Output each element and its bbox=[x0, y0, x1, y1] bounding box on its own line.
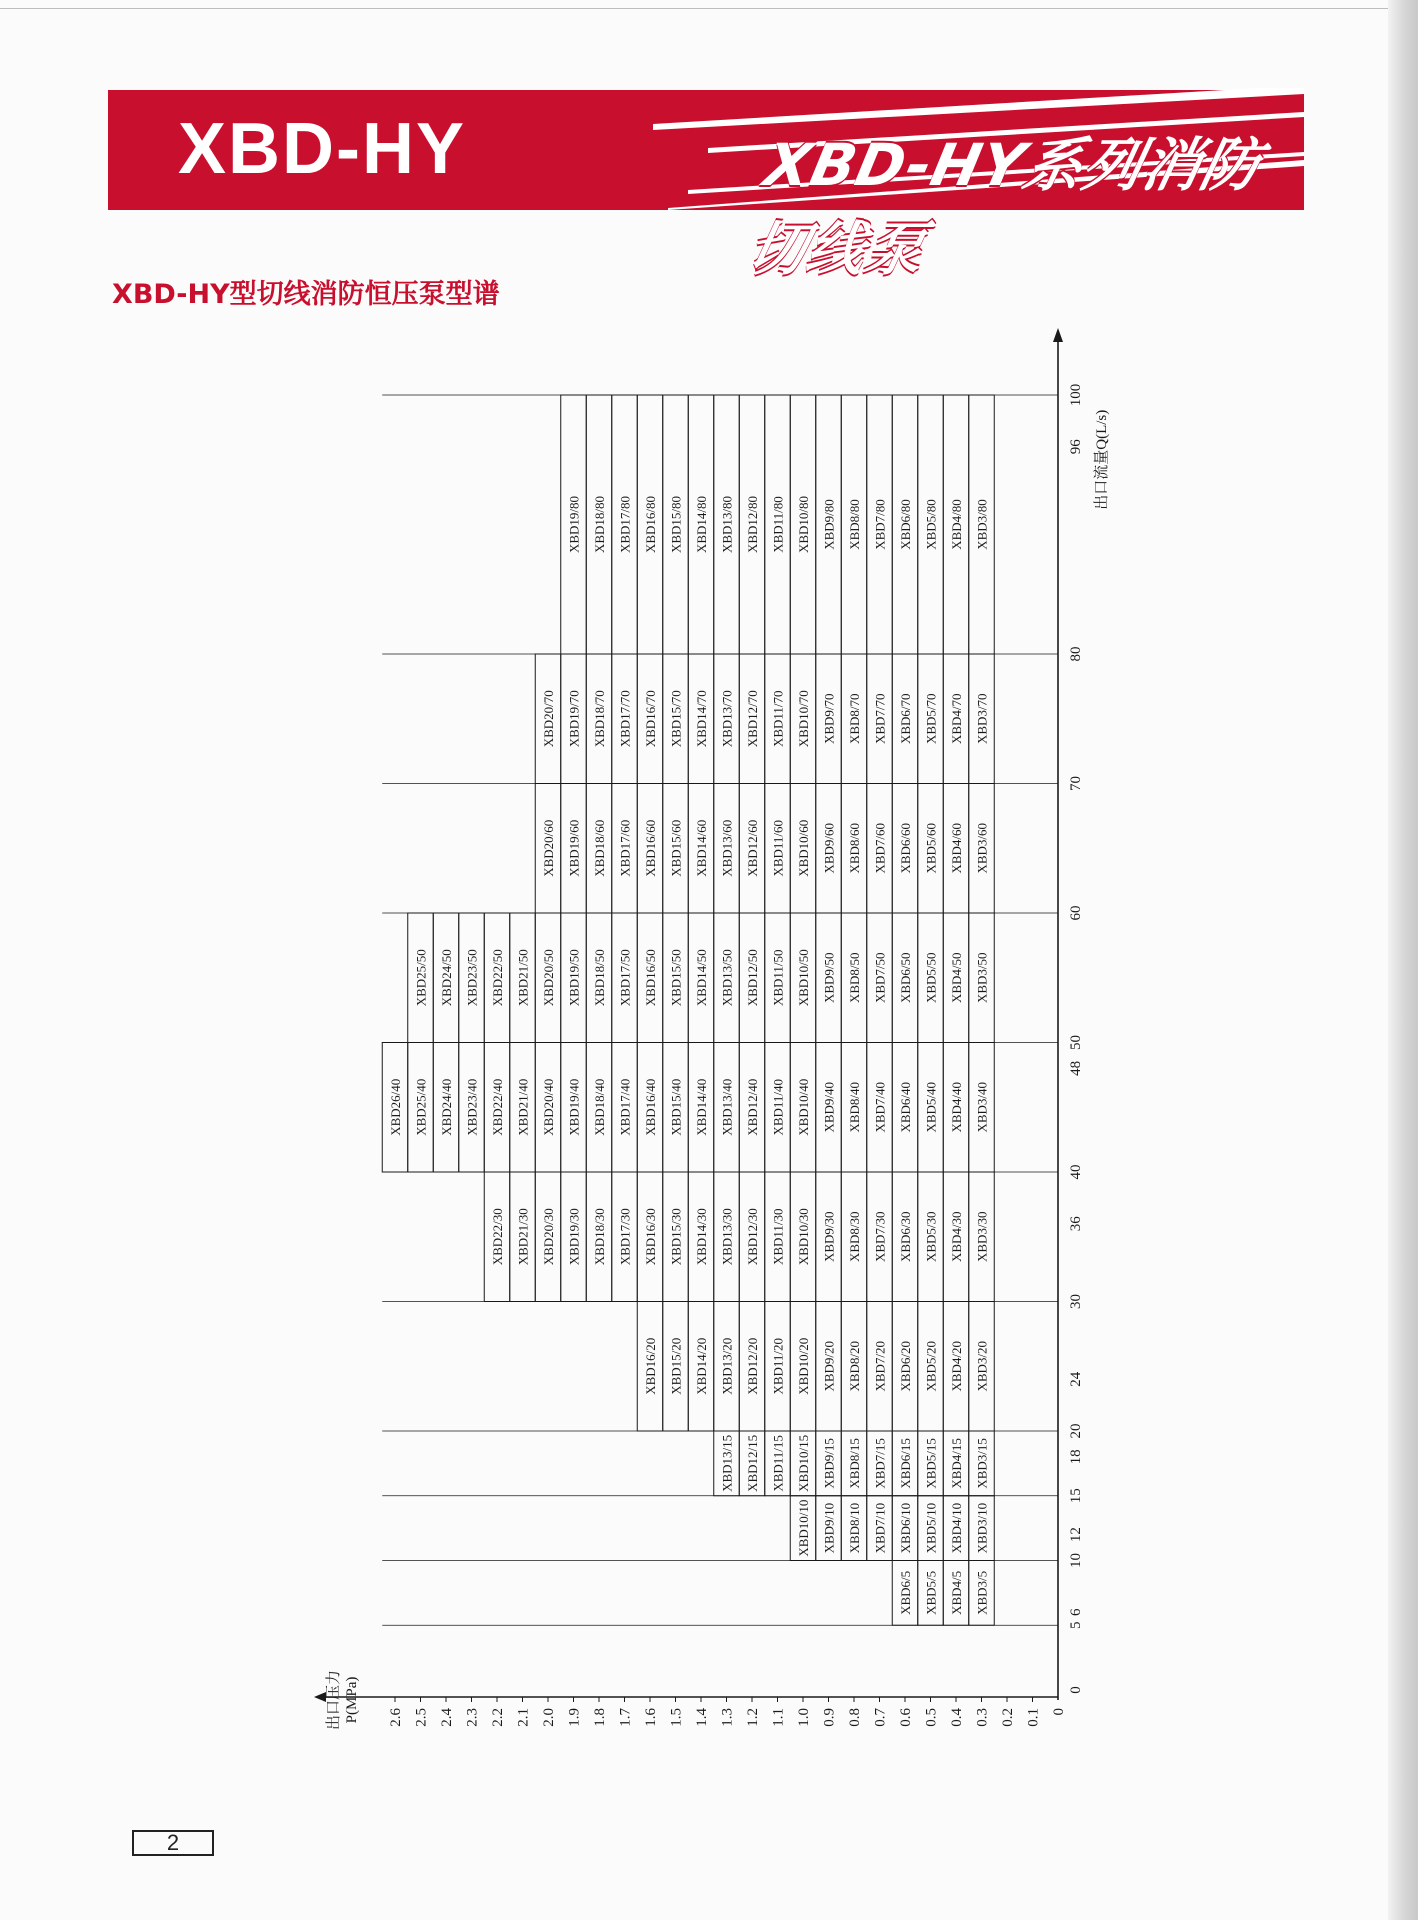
model-label: XBD20/30 bbox=[541, 1208, 556, 1266]
model-label: XBD20/40 bbox=[541, 1078, 556, 1136]
model-label: XBD13/80 bbox=[719, 495, 735, 554]
model-label: XBD8/80 bbox=[847, 499, 862, 550]
model-label: XBD12/80 bbox=[745, 495, 760, 554]
x-tick-label: 48 bbox=[1068, 1060, 1084, 1076]
x-tick-label: 80 bbox=[1068, 646, 1084, 662]
y-tick-label: 1.6 bbox=[643, 1708, 659, 1727]
model-label: XBD13/20 bbox=[719, 1337, 735, 1395]
model-label: XBD6/5 bbox=[898, 1570, 913, 1615]
model-label: XBD6/10 bbox=[898, 1502, 913, 1554]
section-title: XBD-HY型切线消防恒压泵型谱 bbox=[112, 279, 500, 310]
model-label: XBD6/20 bbox=[898, 1340, 913, 1392]
model-label: XBD14/80 bbox=[694, 495, 709, 554]
model-label: XBD7/40 bbox=[872, 1081, 888, 1133]
model-label: XBD7/70 bbox=[872, 693, 888, 745]
model-label: XBD11/40 bbox=[770, 1078, 786, 1136]
y-tick-label: 1.8 bbox=[592, 1708, 608, 1727]
model-label: XBD16/60 bbox=[643, 819, 658, 877]
model-label: XBD5/20 bbox=[923, 1340, 939, 1392]
model-label: XBD19/50 bbox=[566, 949, 582, 1007]
model-label: XBD10/40 bbox=[796, 1078, 811, 1136]
model-label: XBD10/80 bbox=[796, 495, 811, 554]
model-label: XBD4/70 bbox=[949, 693, 964, 745]
x-tick-label: 15 bbox=[1068, 1488, 1084, 1504]
model-label: XBD13/30 bbox=[719, 1208, 735, 1266]
model-label: XBD12/70 bbox=[745, 690, 760, 748]
model-label: XBD9/20 bbox=[821, 1340, 837, 1392]
model-label: XBD15/70 bbox=[668, 690, 684, 748]
y-tick-label: 1.3 bbox=[719, 1708, 736, 1727]
model-label: XBD5/30 bbox=[923, 1211, 939, 1263]
model-label: XBD5/60 bbox=[923, 822, 939, 874]
model-label: XBD6/30 bbox=[898, 1211, 913, 1263]
model-label: XBD5/70 bbox=[923, 693, 939, 745]
y-tick-label: 0.5 bbox=[923, 1708, 940, 1727]
model-label: XBD5/15 bbox=[923, 1438, 939, 1489]
y-tick-label: 2.3 bbox=[464, 1708, 481, 1727]
model-label: XBD11/80 bbox=[770, 496, 786, 553]
model-label: XBD16/50 bbox=[643, 949, 658, 1007]
model-label: XBD15/30 bbox=[668, 1208, 684, 1266]
model-label: XBD18/60 bbox=[592, 819, 607, 877]
model-label: XBD11/50 bbox=[770, 949, 786, 1007]
model-label: XBD11/70 bbox=[770, 690, 786, 748]
y-tick-label: 1.0 bbox=[796, 1708, 812, 1727]
model-label: XBD12/20 bbox=[745, 1337, 760, 1395]
model-label: XBD19/80 bbox=[566, 495, 582, 554]
y-tick-label: 1.2 bbox=[745, 1708, 761, 1727]
model-label: XBD10/70 bbox=[796, 690, 811, 748]
model-label: XBD8/20 bbox=[847, 1340, 862, 1392]
model-label: XBD18/50 bbox=[592, 949, 607, 1007]
model-label: XBD4/10 bbox=[949, 1502, 964, 1554]
y-tick-label: 0.9 bbox=[821, 1708, 838, 1727]
model-label: XBD14/40 bbox=[694, 1078, 709, 1136]
model-label: XBD15/80 bbox=[668, 495, 684, 554]
x-tick-label: 18 bbox=[1068, 1449, 1084, 1465]
model-label: XBD7/60 bbox=[872, 822, 888, 874]
model-label: XBD21/40 bbox=[515, 1078, 531, 1136]
model-label: XBD3/80 bbox=[974, 499, 990, 550]
x-tick-label: 40 bbox=[1068, 1164, 1084, 1180]
y-tick-label: 0.4 bbox=[949, 1708, 965, 1727]
x-tick-label: 12 bbox=[1068, 1527, 1084, 1543]
banner-subtitle: XBD-HY系列消防切线泵 bbox=[740, 131, 1268, 283]
model-label: XBD24/50 bbox=[439, 949, 454, 1007]
y-axis-title-line1: 出口压力 bbox=[326, 1669, 342, 1731]
x-tick-label: 0 bbox=[1068, 1686, 1084, 1694]
x-tick-label: 96 bbox=[1068, 439, 1084, 455]
model-label: XBD25/50 bbox=[413, 949, 429, 1007]
model-label: XBD11/30 bbox=[770, 1208, 786, 1266]
model-label: XBD19/70 bbox=[566, 690, 582, 748]
model-label: XBD14/30 bbox=[694, 1208, 709, 1266]
model-label: XBD3/20 bbox=[974, 1340, 990, 1392]
y-tick-label: 1.9 bbox=[566, 1708, 583, 1727]
y-tick-label: 1.4 bbox=[694, 1708, 710, 1727]
model-label: XBD12/15 bbox=[745, 1434, 760, 1492]
y-tick-label: 2.5 bbox=[413, 1708, 430, 1727]
model-label: XBD13/60 bbox=[719, 819, 735, 877]
model-label: XBD4/30 bbox=[949, 1211, 964, 1263]
model-label: XBD8/10 bbox=[847, 1502, 862, 1554]
model-label: XBD18/70 bbox=[592, 690, 607, 748]
model-label: XBD26/40 bbox=[388, 1078, 403, 1136]
model-label: XBD9/80 bbox=[821, 499, 837, 550]
model-label: XBD24/40 bbox=[439, 1078, 454, 1136]
x-tick-label: 6 bbox=[1068, 1608, 1084, 1617]
model-label: XBD7/80 bbox=[872, 499, 888, 550]
model-label: XBD13/70 bbox=[719, 690, 735, 748]
x-tick-label: 70 bbox=[1068, 776, 1084, 791]
model-label: XBD12/30 bbox=[745, 1208, 760, 1266]
model-label: XBD6/70 bbox=[898, 693, 913, 745]
y-tick-label: 0.8 bbox=[847, 1708, 863, 1727]
model-label: XBD13/50 bbox=[719, 949, 735, 1007]
model-label: XBD14/70 bbox=[694, 690, 709, 748]
x-tick-label: 20 bbox=[1068, 1423, 1084, 1439]
model-label: XBD3/30 bbox=[974, 1211, 990, 1263]
model-label: XBD14/20 bbox=[694, 1337, 709, 1395]
model-label: XBD16/30 bbox=[643, 1208, 658, 1266]
model-label: XBD20/50 bbox=[541, 949, 556, 1007]
model-label: XBD17/30 bbox=[617, 1208, 633, 1266]
model-label: XBD7/15 bbox=[872, 1438, 888, 1489]
model-label: XBD6/40 bbox=[898, 1081, 913, 1133]
x-tick-label: 24 bbox=[1068, 1371, 1084, 1387]
model-label: XBD16/20 bbox=[643, 1337, 658, 1395]
model-label: XBD3/70 bbox=[974, 693, 990, 745]
model-label: XBD11/20 bbox=[770, 1337, 786, 1395]
model-label: XBD14/50 bbox=[694, 949, 709, 1007]
y-tick-label: 0.3 bbox=[974, 1708, 991, 1727]
model-label: XBD5/50 bbox=[923, 952, 939, 1004]
y-tick-label: 0.1 bbox=[1025, 1708, 1042, 1727]
model-label: XBD12/60 bbox=[745, 819, 760, 877]
model-label: XBD17/80 bbox=[617, 495, 633, 554]
model-label: XBD8/15 bbox=[847, 1438, 862, 1489]
model-label: XBD3/15 bbox=[974, 1438, 990, 1489]
y-tick-label: 2.4 bbox=[439, 1708, 455, 1727]
model-label: XBD22/30 bbox=[490, 1208, 505, 1266]
model-label: XBD21/30 bbox=[515, 1208, 531, 1266]
model-label: XBD19/40 bbox=[566, 1078, 582, 1136]
model-label: XBD16/40 bbox=[643, 1078, 658, 1136]
x-tick-label: 60 bbox=[1068, 905, 1084, 921]
model-label: XBD8/50 bbox=[847, 952, 862, 1004]
model-label: XBD10/30 bbox=[796, 1208, 811, 1266]
model-label: XBD17/50 bbox=[617, 949, 633, 1007]
model-label: XBD15/50 bbox=[668, 949, 684, 1007]
model-label: XBD9/50 bbox=[821, 952, 837, 1004]
y-tick-label: 0.7 bbox=[872, 1708, 889, 1727]
y-tick-label: 0.6 bbox=[898, 1708, 914, 1727]
y-tick-label: 1.5 bbox=[668, 1708, 685, 1727]
model-label: XBD25/40 bbox=[413, 1078, 429, 1136]
model-label: XBD8/30 bbox=[847, 1211, 862, 1263]
model-label: XBD19/30 bbox=[566, 1208, 582, 1266]
model-label: XBD16/80 bbox=[643, 495, 658, 554]
model-label: XBD17/70 bbox=[617, 690, 633, 748]
model-label: XBD7/10 bbox=[872, 1502, 888, 1554]
model-label: XBD4/40 bbox=[949, 1081, 964, 1133]
x-axis-title: 出口流量Q(L/s) bbox=[1094, 409, 1110, 510]
y-tick-label: 1.7 bbox=[617, 1708, 634, 1727]
model-label: XBD19/60 bbox=[566, 819, 582, 877]
origin-label: 0 bbox=[1051, 1708, 1067, 1716]
pressure-axis-arrow bbox=[314, 1692, 326, 1702]
model-label: XBD8/40 bbox=[847, 1081, 862, 1133]
y-tick-label: 2.6 bbox=[388, 1708, 404, 1727]
x-tick-label: 30 bbox=[1068, 1294, 1084, 1309]
model-label: XBD4/20 bbox=[949, 1340, 964, 1392]
model-label: XBD3/5 bbox=[974, 1570, 990, 1615]
model-label: XBD7/20 bbox=[872, 1340, 888, 1392]
model-label: XBD5/10 bbox=[923, 1502, 939, 1554]
model-label: XBD4/80 bbox=[949, 499, 964, 550]
model-label: XBD11/60 bbox=[770, 819, 786, 877]
page-number: 2 bbox=[132, 1830, 214, 1856]
model-label: XBD10/60 bbox=[796, 819, 811, 877]
model-label: XBD3/60 bbox=[974, 822, 990, 874]
model-label: XBD5/5 bbox=[923, 1570, 939, 1615]
model-label: XBD23/40 bbox=[464, 1078, 480, 1136]
model-label: XBD12/40 bbox=[745, 1078, 760, 1136]
model-label: XBD4/15 bbox=[949, 1438, 964, 1489]
model-label: XBD16/70 bbox=[643, 690, 658, 748]
model-label: XBD23/50 bbox=[464, 949, 480, 1007]
model-label: XBD15/40 bbox=[668, 1078, 684, 1136]
model-label: XBD9/70 bbox=[821, 693, 837, 745]
model-label: XBD3/50 bbox=[974, 952, 990, 1004]
y-axis-title-line2: P(MPa) bbox=[344, 1676, 360, 1724]
model-label: XBD4/60 bbox=[949, 822, 964, 874]
model-label: XBD10/20 bbox=[796, 1337, 811, 1395]
model-label: XBD5/40 bbox=[923, 1081, 939, 1133]
y-tick-label: 1.1 bbox=[770, 1708, 787, 1727]
model-label: XBD21/50 bbox=[515, 949, 531, 1007]
model-label: XBD9/10 bbox=[821, 1502, 837, 1554]
model-label: XBD10/50 bbox=[796, 949, 811, 1007]
model-label: XBD14/60 bbox=[694, 819, 709, 877]
x-tick-label: 36 bbox=[1068, 1216, 1084, 1232]
model-label: XBD6/50 bbox=[898, 952, 913, 1004]
model-label: XBD20/60 bbox=[541, 819, 556, 877]
model-label: XBD13/40 bbox=[719, 1078, 735, 1136]
model-label: XBD6/80 bbox=[898, 499, 913, 550]
model-label: XBD4/5 bbox=[949, 1570, 964, 1615]
model-label: XBD22/50 bbox=[490, 949, 505, 1007]
x-tick-label: 5 bbox=[1068, 1621, 1084, 1629]
model-label: XBD7/50 bbox=[872, 952, 888, 1004]
model-label: XBD10/15 bbox=[796, 1434, 811, 1492]
y-tick-label: 0.2 bbox=[1000, 1708, 1016, 1727]
model-label: XBD22/40 bbox=[490, 1078, 505, 1136]
model-label: XBD17/40 bbox=[617, 1078, 633, 1136]
y-tick-label: 2.1 bbox=[515, 1708, 532, 1727]
model-label: XBD20/70 bbox=[541, 690, 556, 748]
model-label: XBD17/60 bbox=[617, 819, 633, 877]
model-label: XBD6/60 bbox=[898, 822, 913, 874]
model-label: XBD4/50 bbox=[949, 952, 964, 1004]
model-label: XBD15/60 bbox=[668, 819, 684, 877]
model-label: XBD9/30 bbox=[821, 1211, 837, 1263]
model-label: XBD18/40 bbox=[592, 1078, 607, 1136]
model-label: XBD8/70 bbox=[847, 693, 862, 745]
model-label: XBD11/15 bbox=[770, 1435, 786, 1492]
flow-axis-arrow bbox=[1053, 328, 1063, 342]
model-label: XBD18/80 bbox=[592, 495, 607, 554]
x-tick-label: 100 bbox=[1068, 383, 1084, 407]
model-label: XBD3/10 bbox=[974, 1502, 990, 1554]
model-label: XBD18/30 bbox=[592, 1208, 607, 1266]
y-tick-label: 2.0 bbox=[541, 1708, 557, 1727]
x-tick-label: 10 bbox=[1068, 1553, 1084, 1568]
y-tick-label: 2.2 bbox=[490, 1708, 506, 1727]
model-label: XBD8/60 bbox=[847, 822, 862, 874]
model-label: XBD10/10 bbox=[796, 1499, 811, 1557]
model-label: XBD9/60 bbox=[821, 822, 837, 874]
model-label: XBD9/15 bbox=[821, 1438, 837, 1489]
model-label: XBD15/20 bbox=[668, 1337, 684, 1395]
banner-title: XBD-HY bbox=[178, 109, 467, 189]
model-label: XBD6/15 bbox=[898, 1438, 913, 1489]
model-label: XBD13/15 bbox=[719, 1434, 735, 1492]
model-label: XBD5/80 bbox=[923, 499, 939, 550]
x-tick-label: 50 bbox=[1068, 1035, 1084, 1050]
model-label: XBD3/40 bbox=[974, 1081, 990, 1133]
model-label: XBD7/30 bbox=[872, 1211, 888, 1263]
model-label: XBD9/40 bbox=[821, 1081, 837, 1133]
model-label: XBD12/50 bbox=[745, 949, 760, 1007]
